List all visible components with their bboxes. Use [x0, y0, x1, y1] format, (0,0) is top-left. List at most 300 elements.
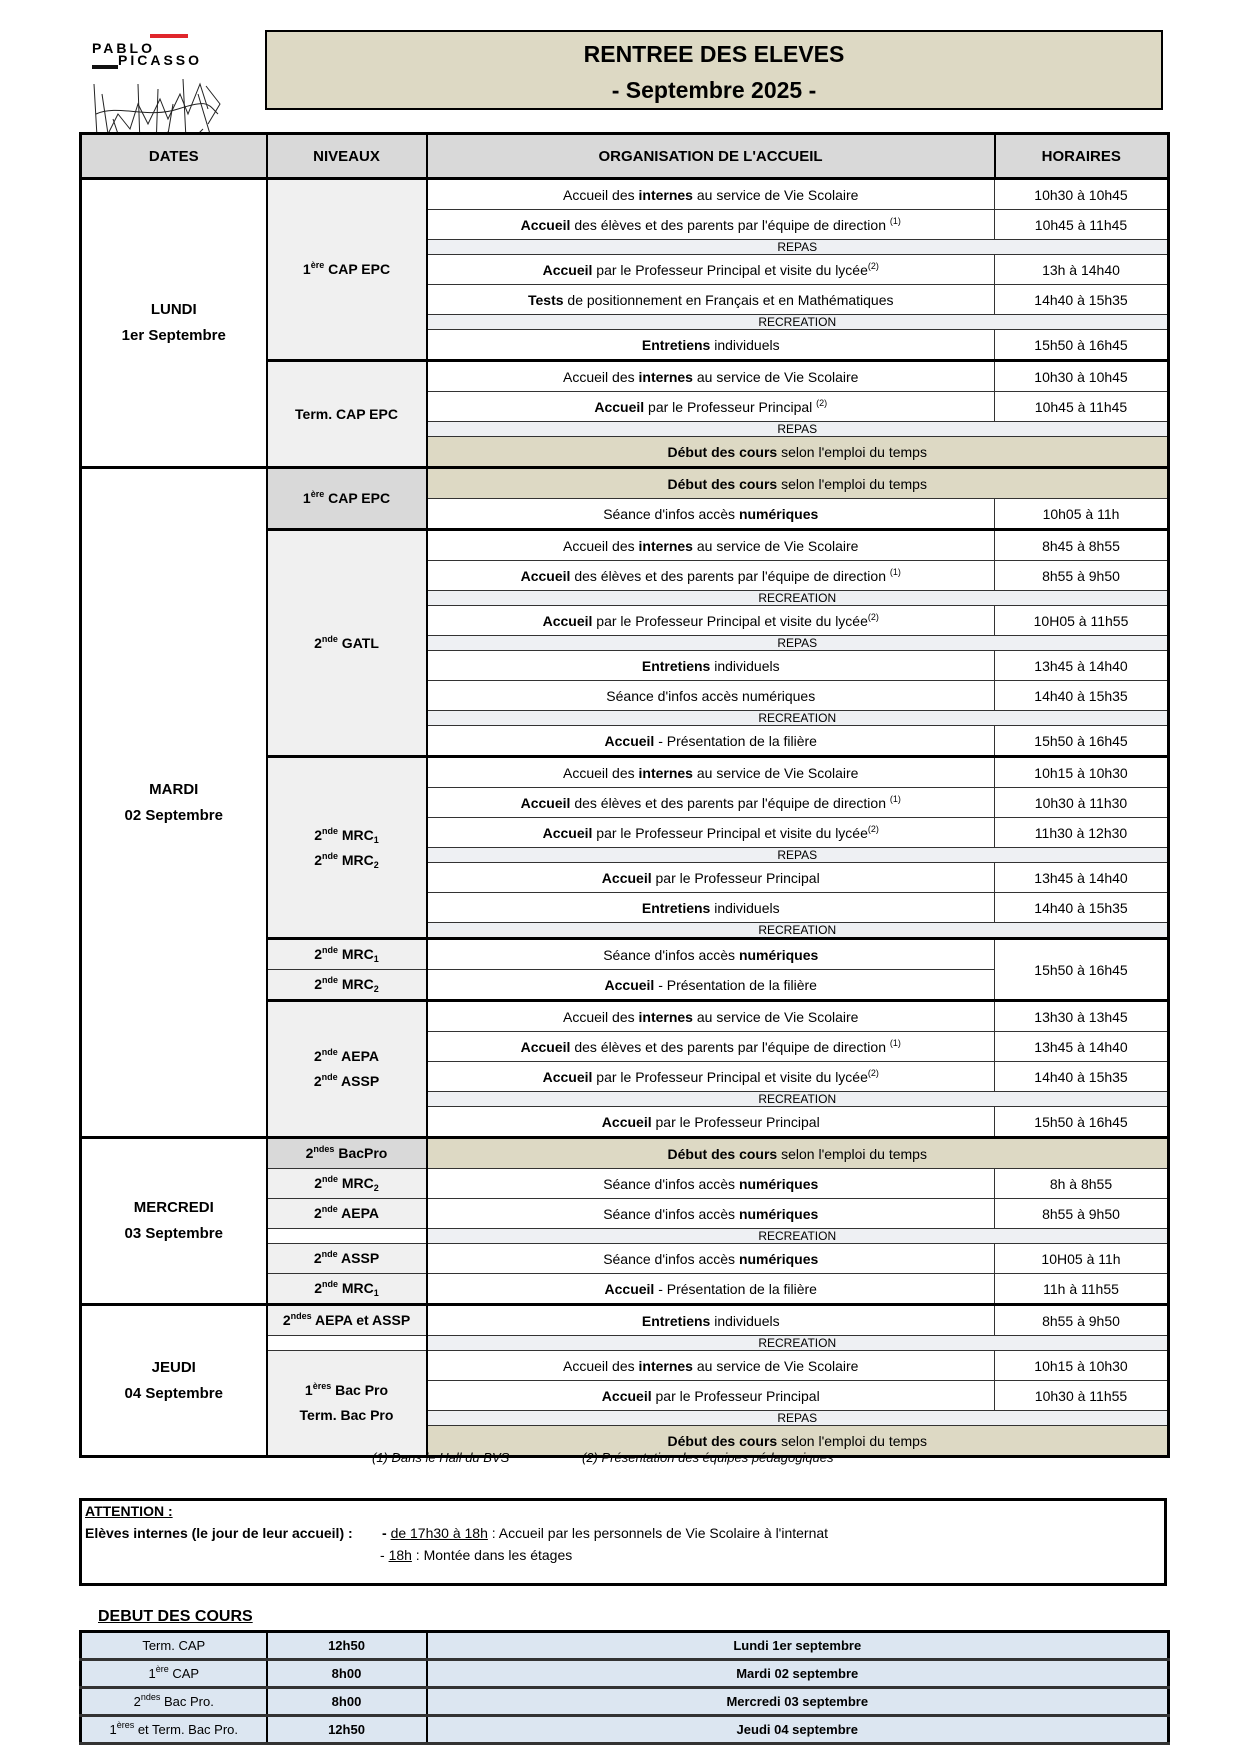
niveau-name: CAP EPC [324, 490, 391, 506]
time-cell: 8h55 à 9h50 [995, 1199, 1169, 1229]
activity-text: Accueil des [563, 764, 639, 781]
niveau-cell [267, 1001, 427, 1138]
footnote-ref: (1) [889, 793, 901, 804]
niveau-number: 2 [305, 1145, 314, 1161]
niveau-cell [267, 468, 427, 530]
niveau-ordinal: nde [321, 945, 338, 955]
activity-text: au service de Vie Scolaire [692, 537, 859, 554]
niveau-index: 2 [373, 1183, 379, 1193]
debut-cours-jour: Mardi 02 septembre [427, 1660, 1169, 1688]
attention-item-2 [380, 1547, 572, 1563]
activity-text: par le Professeur Principal [651, 1113, 820, 1130]
activity-cell [427, 893, 995, 923]
time-cell: 8h45 à 8h55 [995, 530, 1169, 561]
time-cell: 10H05 à 11h55 [995, 606, 1169, 636]
logo-black-bar [92, 65, 118, 69]
niveau-line [272, 942, 422, 967]
activity-text: Séance d'infos accès [603, 505, 739, 522]
footnote-ref: (1) [889, 215, 901, 226]
niveau-number: 2 [314, 976, 322, 992]
niveau-line [142, 1638, 205, 1653]
niveau-line [272, 1141, 422, 1166]
niveau-ordinal: nde [321, 1249, 338, 1259]
niveau-name: Term. CAP EPC [295, 405, 398, 422]
activity-cell [427, 210, 995, 240]
niveau-line [272, 1044, 422, 1069]
activity-keyword: Accueil [542, 824, 593, 841]
time-cell: 8h55 à 9h50 [995, 1305, 1169, 1336]
break-label: REPAS [427, 636, 1169, 651]
activity-cell [427, 757, 995, 788]
debut-cours-niveau [81, 1688, 267, 1716]
niveau-ordinal: nde [321, 850, 338, 861]
niveau-line [272, 631, 422, 656]
activity-keyword: Début des cours [667, 1432, 778, 1449]
activity-keyword: Accueil [542, 1068, 593, 1085]
time-cell: 13h45 à 14h40 [995, 651, 1169, 681]
page-subtitle: - Septembre 2025 - [611, 77, 817, 103]
day-date: 04 Septembre [124, 1384, 223, 1402]
day-name: MERCREDI [133, 1199, 214, 1216]
course-start-cell [427, 468, 1169, 499]
schedule-row [81, 1138, 1169, 1169]
course-start-cell [427, 1138, 1169, 1169]
niveau-name: MRC [338, 826, 374, 843]
activity-cell [427, 1199, 995, 1229]
niveau-line [272, 257, 422, 282]
break-label: RECREATION [427, 1092, 1169, 1107]
activity-cell [427, 361, 995, 392]
niveau-ordinal: nde [321, 1279, 338, 1289]
activity-keyword: numériques [738, 1250, 819, 1267]
niveau-cell [267, 1351, 427, 1457]
niveau-name: Bac Pro. [160, 1694, 214, 1709]
day-name: LUNDI [150, 301, 197, 318]
activity-cell [427, 1274, 995, 1305]
debut-cours-jour: Mercredi 03 septembre [427, 1688, 1169, 1716]
day-cell [81, 468, 267, 1138]
niveau-name: ASSP [337, 1073, 380, 1089]
time-cell: 13h30 à 13h45 [995, 1001, 1169, 1032]
time-cell: 10h45 à 11h45 [995, 392, 1169, 422]
niveau-ordinal: nde [321, 975, 338, 985]
niveau-line [272, 486, 422, 511]
activity-keyword: internes [638, 764, 693, 781]
time-cell: 10h45 à 11h45 [995, 210, 1169, 240]
debut-cours-niveau [81, 1660, 267, 1688]
time-cell: 10h30 à 10h45 [995, 179, 1169, 210]
activity-keyword: Accueil [601, 1387, 652, 1404]
niveau-number: 2 [314, 1175, 322, 1191]
niveau-line [272, 1201, 422, 1226]
niveau-ordinal: nde [321, 633, 338, 644]
niveau-cell [267, 970, 427, 1001]
activity-keyword: numériques [738, 1175, 819, 1192]
activity-keyword: Accueil [594, 398, 645, 415]
niveau-cell [267, 1199, 427, 1229]
activity-keyword: internes [638, 1008, 693, 1025]
niveau-number: 2 [314, 1280, 322, 1296]
niveau-line [272, 1069, 422, 1094]
break-label: RECREATION [427, 923, 1169, 939]
activity-cell [427, 1032, 995, 1062]
break-label: REPAS [427, 848, 1169, 863]
activity-cell [427, 1244, 995, 1274]
niveau-line [272, 1403, 422, 1428]
time-cell: 8h55 à 9h50 [995, 561, 1169, 591]
attention-item-1 [382, 1525, 828, 1541]
time-cell: 15h50 à 16h45 [995, 1107, 1169, 1138]
dash: - [380, 1547, 389, 1563]
debut-cours-jour: Jeudi 04 septembre [427, 1716, 1169, 1744]
time-cell: 10h15 à 10h30 [995, 1351, 1169, 1381]
niveau-ordinal: nde [321, 1047, 338, 1057]
debut-cours-row [81, 1688, 1169, 1716]
day-name: MARDI [149, 780, 199, 798]
debut-cours-row [81, 1660, 1169, 1688]
activity-cell [427, 788, 995, 818]
activity-text: Séance d'infos accès [603, 1175, 739, 1192]
time-cell: 15h50 à 16h45 [995, 330, 1169, 361]
debut-cours-heure: 8h00 [267, 1660, 427, 1688]
niveau-ordinal: ndes [313, 1144, 335, 1154]
activity-text: Accueil des [563, 1008, 639, 1025]
niveau-line [272, 823, 422, 848]
niveau-number: 2 [314, 826, 322, 843]
activity-cell [427, 1107, 995, 1138]
time-cell: 11h à 11h55 [995, 1274, 1169, 1305]
activity-text: des élèves et des parents par l'équipe de direction [570, 567, 890, 584]
activity-text: Accueil des [563, 186, 639, 203]
activity-text: selon l'emploi du temps [777, 1145, 927, 1162]
debut-cours-table [79, 1630, 1170, 1745]
niveau-name: CAP [168, 1666, 200, 1681]
time-cell: 10h15 à 10h30 [995, 757, 1169, 788]
activity-keyword: Accueil [520, 567, 571, 584]
niveau-ordinal: ères [312, 1381, 332, 1391]
niveau-name: MRC [338, 1175, 374, 1191]
niveau-index: 1 [373, 834, 379, 845]
activity-text: individuels [710, 336, 780, 353]
niveau-index: 2 [373, 984, 379, 994]
debut-cours-jour: Lundi 1er septembre [427, 1632, 1169, 1660]
niveau-line [272, 1171, 422, 1196]
niveau-line [272, 1246, 422, 1271]
niveau-index: 1 [373, 954, 379, 964]
activity-text: individuels [710, 899, 780, 916]
niveau-cell [267, 361, 427, 468]
footnote-ref: (1) [889, 1037, 901, 1048]
activity-text: par le Professeur Principal [651, 1387, 820, 1404]
logo-line1: PABLO [92, 40, 155, 56]
logo-line2: PICASSO [118, 52, 203, 68]
niveau-name: Bac Pro [331, 1382, 389, 1398]
activity-text: au service de Vie Scolaire [692, 1008, 859, 1025]
footnote-1: (1) Dans le Hall du BVS [372, 1450, 510, 1465]
debut-cours-niveau [81, 1716, 267, 1744]
time-cell: 15h50 à 16h45 [995, 726, 1169, 757]
logo-red-bar [150, 34, 188, 38]
niveau-line [148, 1666, 199, 1681]
school-logo [88, 34, 238, 134]
niveau-index: 1 [373, 1288, 379, 1298]
niveau-number: 2 [313, 1073, 322, 1089]
time-cell: 14h40 à 15h35 [995, 681, 1169, 711]
debut-cours-title: DEBUT DES COURS [98, 1608, 253, 1625]
activity-keyword: Accueil [604, 976, 655, 993]
activity-text: selon l'emploi du temps [777, 1432, 927, 1449]
time-cell: 10h30 à 10h45 [995, 361, 1169, 392]
time-cell: 14h40 à 15h35 [995, 285, 1169, 315]
break-label: RECREATION [427, 1336, 1169, 1351]
activity-text: par le Professeur Principal et visite du lycée [592, 261, 868, 278]
dash: - [382, 1525, 391, 1541]
attention-heading: ATTENTION : [85, 1503, 173, 1519]
footnote-ref: (1) [889, 566, 901, 577]
activity-keyword: Accueil [604, 732, 655, 749]
niveau-cell [267, 757, 427, 939]
niveau-ordinal: nde [321, 1072, 338, 1082]
activity-keyword: internes [638, 368, 693, 385]
niveau-line [272, 848, 422, 873]
niveau-cell [267, 1229, 427, 1244]
activity-keyword: Entretiens [641, 336, 711, 353]
time-cell: 10H05 à 11h [995, 1244, 1169, 1274]
activity-text: Séance d'infos accès [603, 1205, 739, 1222]
activity-text: Séance d'infos accès [603, 946, 739, 963]
attention-box [79, 1498, 1167, 1586]
niveau-number: 2 [314, 851, 322, 868]
activity-cell [427, 818, 995, 848]
activity-text: individuels [710, 1312, 780, 1329]
niveau-number: 1 [304, 1382, 313, 1398]
niveau-cell [267, 530, 427, 757]
niveau-line [272, 1276, 422, 1301]
page-title-box [265, 30, 1163, 110]
day-date: 1er Septembre [121, 327, 226, 344]
activity-text: par le Professeur Principal et visite du lycée [592, 824, 868, 841]
time-cell: 13h45 à 14h40 [995, 1032, 1169, 1062]
activity-text: Séance d'infos accès numériques [606, 687, 816, 704]
schedule-row [81, 1305, 1169, 1336]
day-cell [81, 1305, 267, 1457]
niveau-number: 2 [314, 634, 322, 651]
activity-keyword: Accueil [601, 869, 652, 886]
niveau-index: 2 [373, 859, 379, 870]
activity-cell [427, 179, 995, 210]
activity-text: Accueil des [563, 368, 639, 385]
day-cell [81, 179, 267, 468]
debut-cours-row [81, 1716, 1169, 1744]
activity-keyword: internes [638, 186, 693, 203]
time-cell: 15h50 à 16h45 [995, 939, 1169, 1001]
schedule-table [79, 132, 1170, 1458]
activity-cell [427, 681, 995, 711]
attention-item-2-text: : Montée dans les étages [411, 1547, 573, 1563]
footnote-ref: (2) [816, 397, 828, 408]
footnote-ref: (2) [867, 260, 879, 271]
niveau-line [109, 1722, 238, 1737]
activity-cell [427, 530, 995, 561]
attention-item-1-time: de 17h30 à 18h [390, 1525, 488, 1541]
niveau-ordinal: ères [116, 1720, 135, 1730]
footnote-2: (2) Présentation des équipes pédagogiques [582, 1450, 834, 1465]
day-name: JEUDI [151, 1358, 196, 1376]
activity-cell [427, 285, 995, 315]
niveau-ordinal: ère [310, 489, 325, 499]
debut-cours-row [81, 1632, 1169, 1660]
activity-cell [427, 499, 995, 530]
activity-text: au service de Vie Scolaire [692, 368, 859, 385]
niveau-name: ASSP [337, 1250, 380, 1266]
activity-text: au service de Vie Scolaire [692, 1357, 859, 1374]
activity-text: - Présentation de la filière [654, 976, 817, 993]
niveau-ordinal: ndes [290, 1311, 312, 1321]
activity-cell [427, 1062, 995, 1092]
activity-text: Accueil des [563, 1357, 639, 1374]
time-cell: 10h05 à 11h [995, 499, 1169, 530]
break-label: REPAS [427, 1411, 1169, 1426]
break-label: REPAS [427, 422, 1169, 437]
activity-text: Séance d'infos accès [603, 1250, 739, 1267]
niveau-name: GATL [337, 634, 379, 651]
time-cell: 11h30 à 12h30 [995, 818, 1169, 848]
footnote-ref: (2) [867, 1067, 879, 1078]
schedule-row [81, 179, 1169, 210]
attention-item-2-time: 18h [388, 1547, 412, 1563]
time-cell: 10h30 à 11h30 [995, 788, 1169, 818]
break-label: REPAS [427, 240, 1169, 255]
column-header-niveaux: NIVEAUX [267, 134, 427, 179]
activity-keyword: numériques [738, 505, 819, 522]
niveau-name: MRC [338, 946, 374, 962]
activity-text: selon l'emploi du temps [777, 475, 927, 492]
day-date: 03 Septembre [124, 1225, 223, 1242]
activity-keyword: Début des cours [667, 443, 778, 460]
niveau-cell [267, 1169, 427, 1199]
activity-text: des élèves et des parents par l'équipe de direction [570, 794, 890, 811]
activity-cell [427, 330, 995, 361]
activity-text: par le Professeur Principal [644, 398, 817, 415]
niveau-line [272, 1308, 422, 1333]
activity-cell [427, 255, 995, 285]
activity-cell [427, 1001, 995, 1032]
niveau-cell [267, 1138, 427, 1169]
activity-keyword: Entretiens [641, 899, 711, 916]
break-label: RECREATION [427, 591, 1169, 606]
activity-keyword: Début des cours [667, 1145, 778, 1162]
niveau-number: 2 [133, 1694, 141, 1709]
time-cell: 14h40 à 15h35 [995, 1062, 1169, 1092]
activity-keyword: Entretiens [641, 657, 711, 674]
debut-cours-heure: 12h50 [267, 1632, 427, 1660]
activity-cell [427, 939, 995, 970]
niveau-line [272, 1378, 422, 1403]
activity-text: - Présentation de la filière [654, 1280, 817, 1297]
activity-cell [427, 726, 995, 757]
niveau-ordinal: nde [321, 1204, 338, 1214]
activity-keyword: Accueil [520, 1038, 571, 1055]
niveau-name: AEPA [337, 1048, 380, 1064]
niveau-line [272, 972, 422, 997]
debut-cours-heure: 8h00 [267, 1688, 427, 1716]
niveau-cell [267, 1336, 427, 1351]
debut-cours-heure: 12h50 [267, 1716, 427, 1744]
activity-text: Accueil des [563, 537, 639, 554]
activity-cell [427, 1169, 995, 1199]
activity-text: par le Professeur Principal [651, 869, 820, 886]
activity-text: au service de Vie Scolaire [692, 764, 859, 781]
time-cell: 13h à 14h40 [995, 255, 1169, 285]
activity-text: individuels [710, 657, 780, 674]
activity-keyword: numériques [738, 946, 819, 963]
column-header-organisation: ORGANISATION DE L'ACCUEIL [427, 134, 995, 179]
niveau-name: Term. Bac Pro [299, 1407, 394, 1423]
column-header-horaires: HORAIRES [995, 134, 1169, 179]
activity-text: de positionnement en Français et en Mathématiques [563, 291, 894, 308]
activity-keyword: Accueil [542, 612, 593, 629]
activity-cell [427, 1305, 995, 1336]
niveau-number: 1 [302, 490, 311, 506]
niveau-cell [267, 1274, 427, 1305]
niveau-cell [267, 1305, 427, 1336]
attention-item-1-text: : Accueil par les personnels de Vie Scolaire à l'internat [487, 1525, 829, 1541]
schedule-row [81, 468, 1169, 499]
niveau-number: 1 [148, 1666, 156, 1681]
activity-text: par le Professeur Principal et visite du lycée [592, 612, 868, 629]
activity-keyword: Accueil [601, 1113, 652, 1130]
niveau-name: MRC [338, 851, 374, 868]
niveau-name: AEPA et ASSP [311, 1312, 411, 1328]
time-cell: 10h30 à 11h55 [995, 1381, 1169, 1411]
attention-label: Elèves internes (le jour de leur accueil) : [85, 1525, 353, 1541]
niveau-name: MRC [338, 976, 374, 992]
activity-keyword: Entretiens [641, 1312, 711, 1329]
niveau-line [272, 402, 422, 427]
niveau-cell [267, 179, 427, 361]
niveau-ordinal: ère [155, 1664, 169, 1674]
activity-keyword: numériques [738, 1205, 819, 1222]
time-cell: 13h45 à 14h40 [995, 863, 1169, 893]
activity-keyword: Début des cours [667, 475, 778, 492]
column-header-dates: DATES [81, 134, 267, 179]
niveau-name: MRC [338, 1280, 374, 1296]
course-start-cell [427, 437, 1169, 468]
activity-cell [427, 561, 995, 591]
niveau-cell [267, 1244, 427, 1274]
niveau-name: Term. CAP [142, 1638, 206, 1653]
niveau-name: CAP EPC [324, 261, 391, 277]
activity-cell [427, 1381, 995, 1411]
niveau-ordinal: ndes [140, 1692, 161, 1702]
activity-cell [427, 651, 995, 681]
activity-keyword: Accueil [542, 261, 593, 278]
footnote-ref: (2) [867, 611, 879, 622]
activity-text: par le Professeur Principal et visite du lycée [592, 1068, 868, 1085]
debut-cours-niveau [81, 1632, 267, 1660]
niveau-ordinal: nde [321, 825, 338, 836]
activity-cell [427, 1351, 995, 1381]
niveau-name: BacPro [334, 1145, 388, 1161]
break-label: RECREATION [427, 1229, 1169, 1244]
niveau-cell [267, 939, 427, 970]
time-cell: 14h40 à 15h35 [995, 893, 1169, 923]
activity-cell [427, 863, 995, 893]
activity-cell [427, 970, 995, 1001]
activity-cell [427, 392, 995, 422]
niveau-ordinal: ère [310, 260, 325, 270]
break-label: RECREATION [427, 711, 1169, 726]
